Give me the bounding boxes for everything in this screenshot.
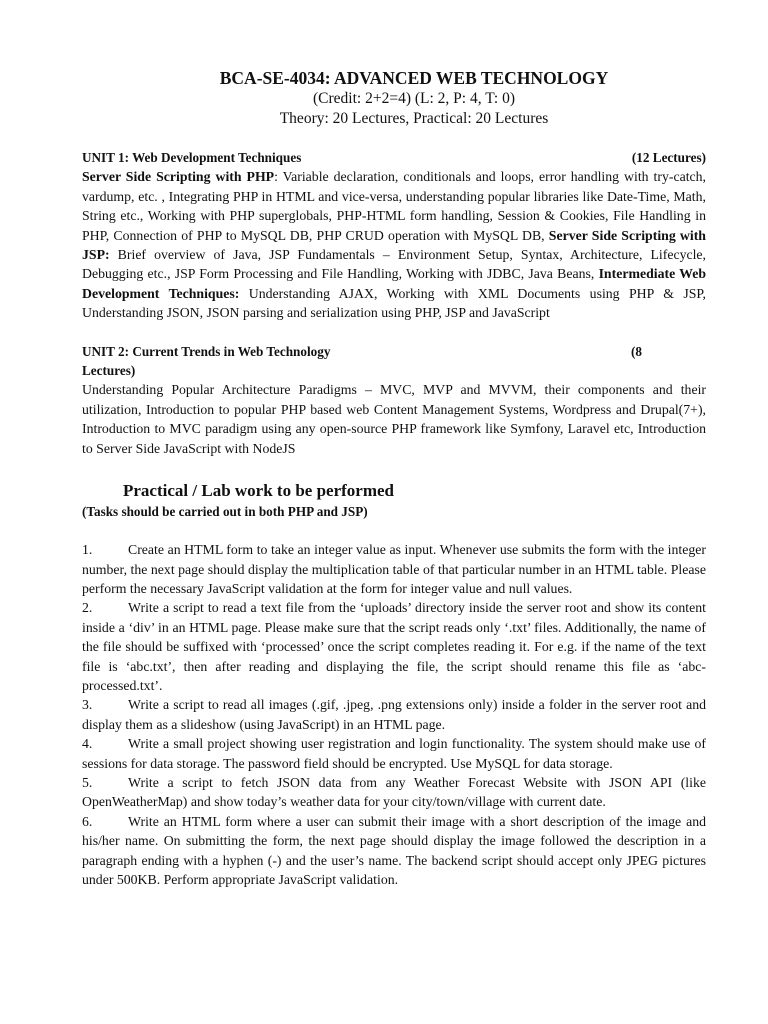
task-number: 5. [82, 774, 93, 790]
unit1-text-jsp: Brief overview of Java, JSP Fundamentals – Environment Setup, Syntax, Architecture, Lifecycle, Debugging etc., JSP Form Processing and File Handling, Working with JDBC, Java Beans, [82, 247, 706, 282]
unit1-lectures: (12 Lectures) [631, 150, 706, 165]
unit1-topic-php: Server Side Scripting with PHP [82, 169, 275, 185]
lecture-summary: Theory: 20 Lectures, Practical: 20 Lectures [279, 110, 549, 127]
unit2-content: Understanding Popular Architecture Paradigms – MVC, MVP and MVVM, their components and their utilization, Introduction to popular PHP based web Content Management Systems, Wordpress and Drupal(7+), Introduction to MVC paradigm using any open-source PHP framework like Symfony, Laravel etc, Introduction to Server Side JavaScript with NodeJS [82, 382, 706, 456]
task-text: Write a script to fetch JSON data from any Weather Forecast Website with JSON API (like OpenWeatherMap) and show today’s weather data for your city/town/village with current date. [82, 774, 706, 810]
task-text: Write a script to read a text file from the ‘uploads’ directory inside the server root and show its content inside a ‘div’ in an HTML page. Please make sure that the script reads only ‘.txt’ files. Additionally, the name of the file should be suffixed with ‘processed’ once the script completes reading it. For e.g. if the name of the text file is ‘abc.txt’, then after reading and displaying the file, the script should rename this file as ‘abc-processed.txt’. [82, 600, 706, 693]
unit1-text-intermediate: Understanding AJAX, Working with XML Documents using PHP & JSP, Understanding JSON, JSON parsing and serialization using PHP, JSP and JavaScript [82, 285, 706, 321]
task-text: Write a script to read all images (.gif, .jpeg, .png extensions only) inside a folder in the server root and display them as a slideshow (using JavaScript) in an HTML page. [82, 697, 706, 732]
task-number: 4. [82, 736, 93, 752]
unit1-text-php: : Variable declaration, conditionals and loops, error handling with try-catch, vardump, etc. , Integrating PHP in HTML and vice-versa, understanding popular libraries like Date-Time, Math, String etc., Working with PHP superglobals, PHP-HTML form handling, Session & Cookies, File Handling in PHP, Connection of PHP to MySQL DB, PHP CRUD operation with MySQL DB, [82, 169, 707, 243]
task-list [82, 540, 706, 889]
unit2-lectures-part1: (8 [631, 343, 642, 359]
task-number: 6. [82, 813, 93, 829]
unit1-content [82, 167, 706, 322]
syllabus-page [82, 68, 706, 889]
unit1-topic-jsp: Server Side Scripting with JSP: [82, 227, 706, 263]
task-item [82, 598, 706, 695]
unit1-topic-intermediate: Intermediate Web Development Techniques: [82, 266, 707, 301]
unit1-heading-row [82, 148, 706, 167]
unit1-heading: UNIT 1: Web Development Techniques [82, 150, 302, 165]
lab-subtitle: (Tasks should be carried out in both PHP and JSP) [82, 504, 368, 520]
task-item [82, 695, 706, 734]
task-number: 3. [82, 697, 93, 713]
task-text: Write an HTML form where a user can submit their image with a short description of the image and his/her name. On submitting the form, the next page should display the image followed the description in a paragraph ending with a hyphen (-) and the user’s name. The backend script should accept only JPEG pictures under 500KB. Perform appropriate JavaScript validation. [82, 813, 706, 887]
unit2-heading: UNIT 2: Current Trends in Web Technology [82, 343, 331, 359]
task-text: Create an HTML form to take an integer value as input. Whenever use submits the form with the integer number, the next page should display the multiplication table of that particular number in an HTML table. Please perform the necessary JavaScript validation at the form for integer value and null values. [82, 542, 706, 596]
lab-title: Practical / Lab work to be performed [123, 481, 394, 501]
unit2-lectures-part2: Lectures) [82, 363, 136, 379]
task-item [82, 773, 706, 812]
task-item [82, 540, 706, 598]
task-number: 1. [82, 542, 93, 558]
task-number: 2. [82, 600, 93, 616]
task-item [82, 812, 706, 890]
credit-line: (Credit: 2+2=4) (L: 2, P: 4, T: 0) [313, 90, 515, 107]
course-title: BCA-SE-4034: ADVANCED WEB TECHNOLOGY [219, 68, 609, 88]
task-text: Write a small project showing user registration and login functionality. The system should make use of sessions for data storage. The password field should be encrypted. Use MySQL for data storage. [82, 736, 706, 771]
task-item [82, 734, 706, 773]
unit2-heading-row [82, 342, 706, 361]
